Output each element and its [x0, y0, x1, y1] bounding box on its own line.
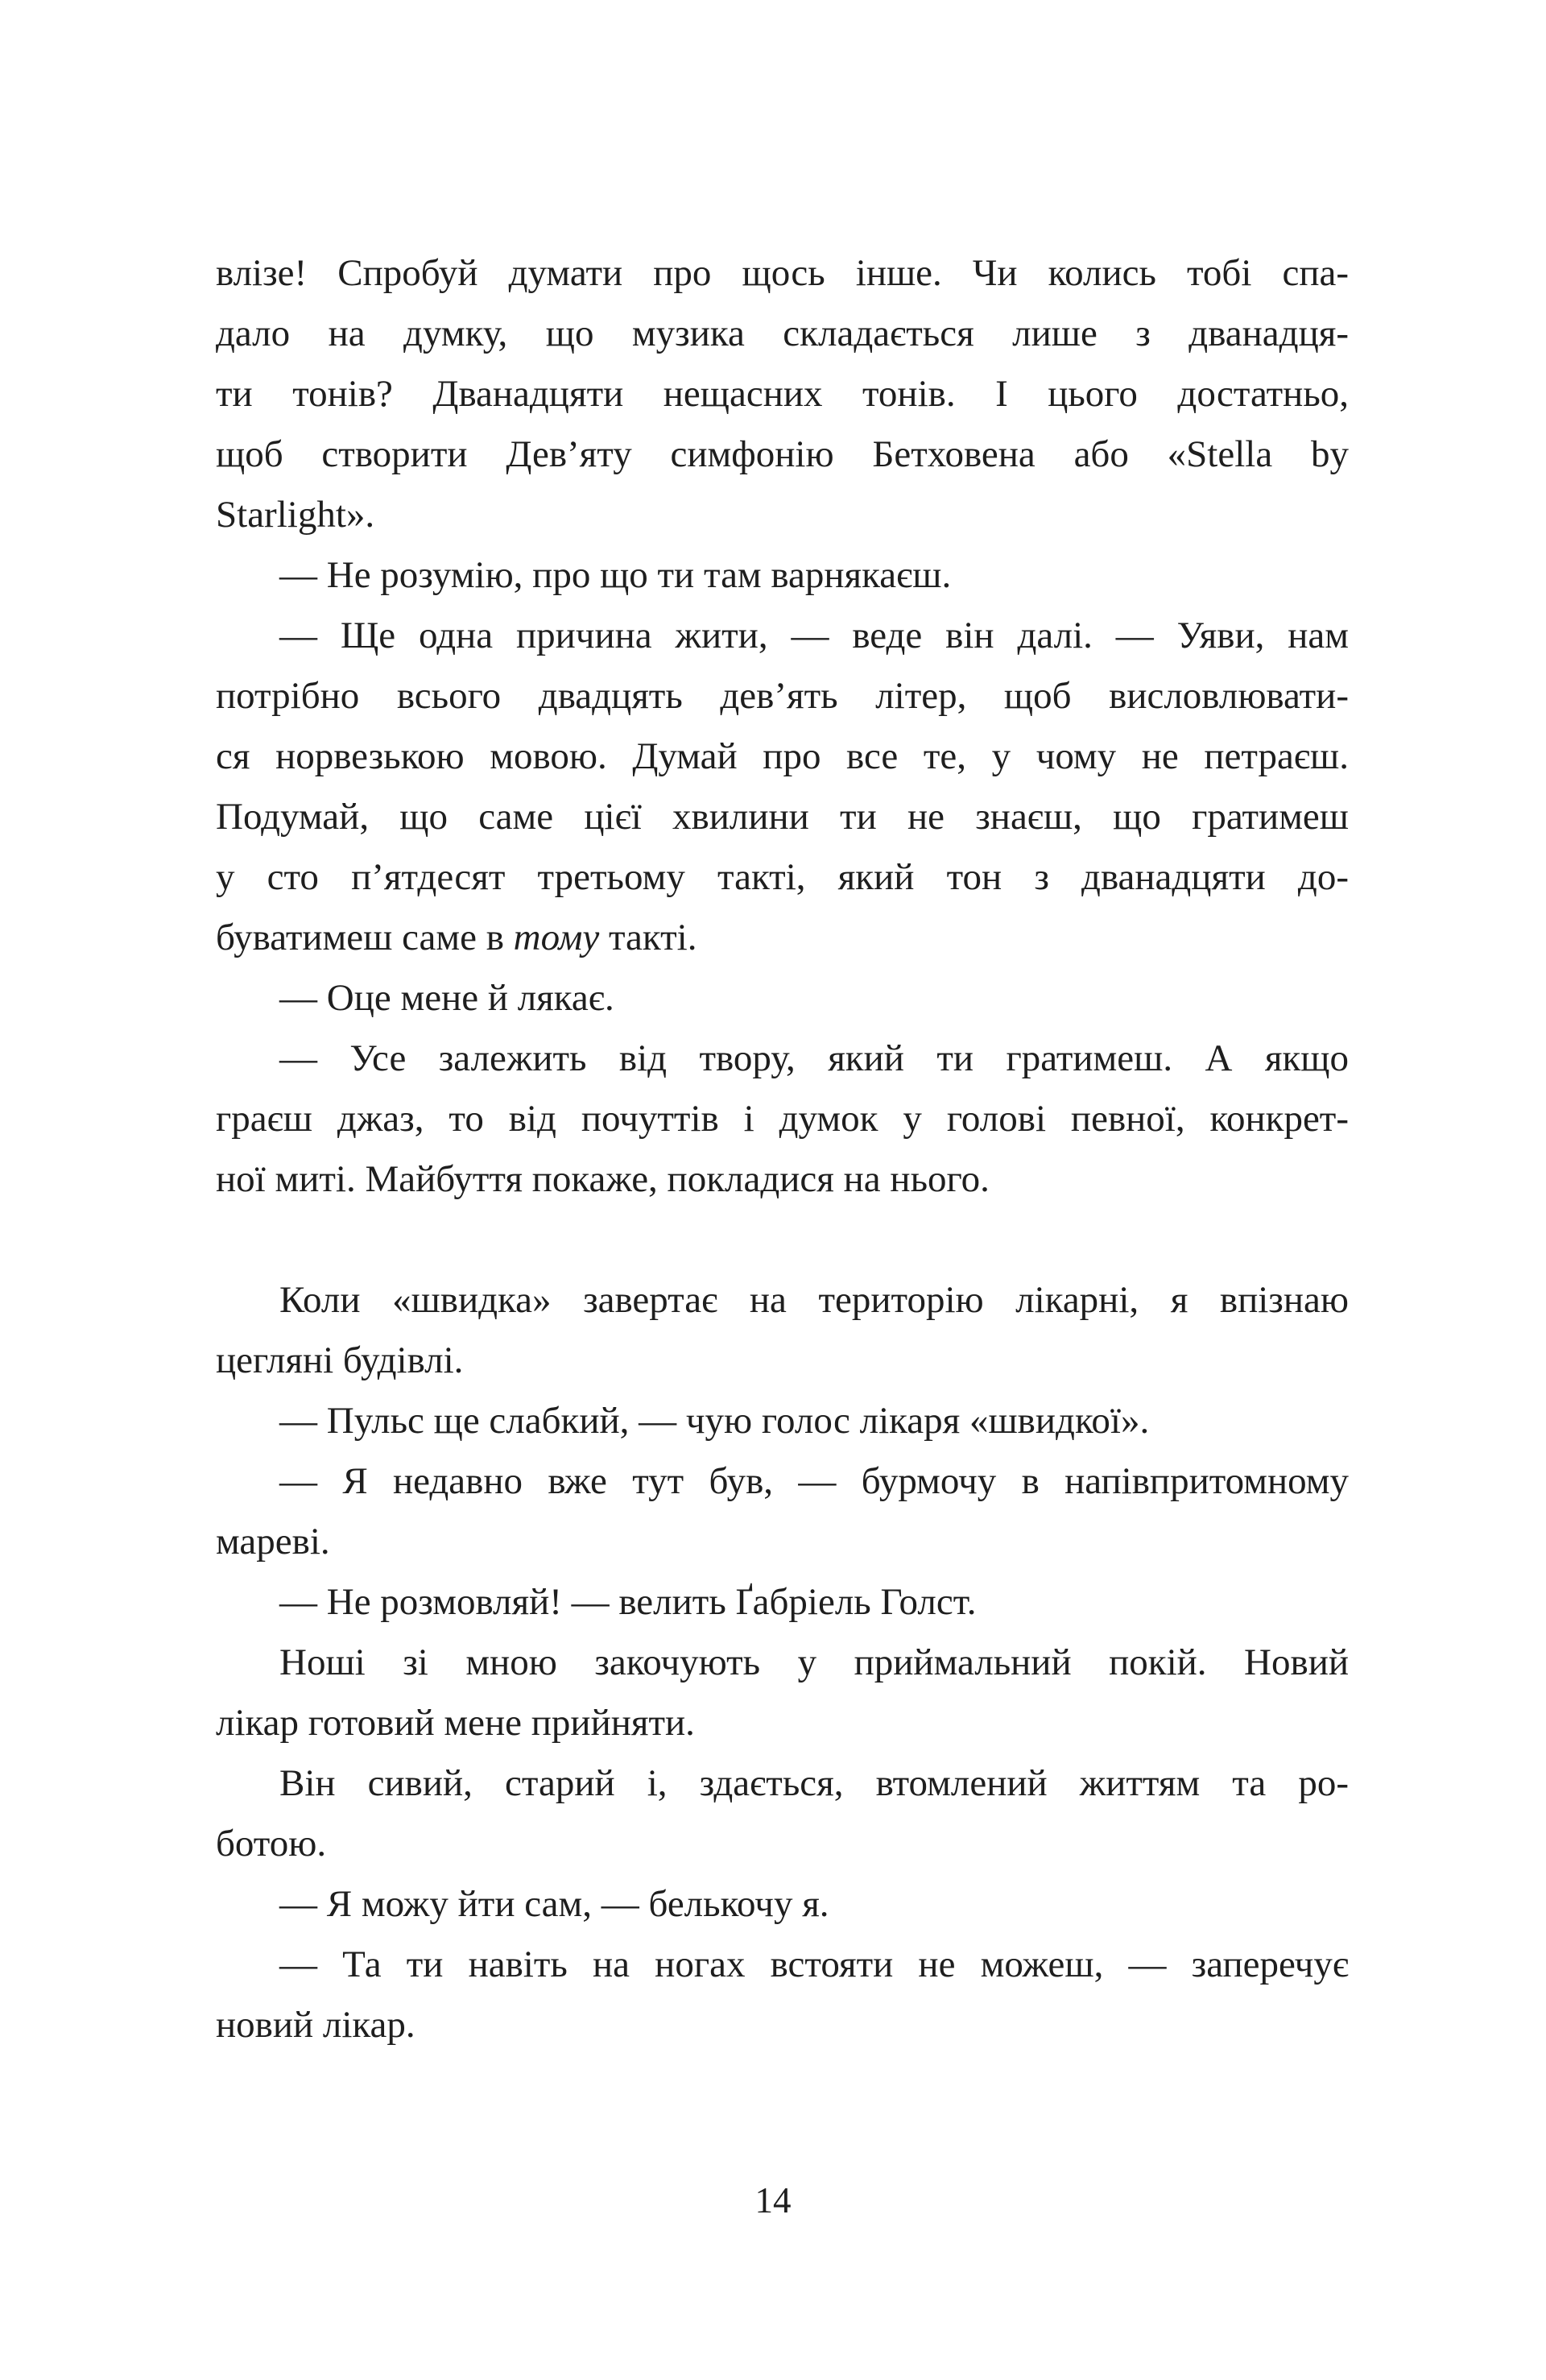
text-line — [216, 908, 1349, 968]
text-line: ної миті. Майбуття покаже, покладися на нього. — [216, 1158, 990, 1200]
text-line: ти тонів? Дванадцяти нещасних тонів. І цього достатньо, — [216, 373, 1349, 415]
italic-emphasis: тому — [513, 917, 600, 958]
text-line: новий лікар. — [216, 2004, 415, 2046]
dialogue-line: — Не розмовляй! — велить Ґабріель Голст. — [279, 1581, 977, 1623]
text-line: мареві. — [216, 1521, 330, 1563]
text-line: дало на думку, що музика складається лише з дванадця- — [216, 313, 1349, 354]
dialogue-line: — Оце мене й лякає. — [279, 977, 614, 1019]
text-line: Він сивий, старий і, здається, втомлений життям та ро- — [279, 1762, 1349, 1804]
text-line: лікар готовий мене прийняти. — [216, 1702, 695, 1744]
text-line: Ноші зі мною закочують у приймальний покій. Новий — [279, 1641, 1349, 1683]
dialogue-line: — Та ти навіть на ногах встояти не можеш, — заперечує — [279, 1943, 1349, 1985]
text-line: влізе! Спробуй думати про щось інше. Чи колись тобі спа- — [216, 252, 1349, 294]
text-line: ботою. — [216, 1823, 327, 1865]
dialogue-line: — Усе залежить від твору, який ти гратимеш. А якщо — [279, 1037, 1349, 1079]
dialogue-line: — Ще одна причина жити, — веде він далі. — Уяви, нам — [279, 615, 1349, 656]
text-line: цегляні будівлі. — [216, 1339, 464, 1381]
text-line: Коли «швидка» завертає на територію лікарні, я впізнаю — [279, 1279, 1349, 1321]
text-line: ся норвезькою мовою. Думай про все те, у чому не петраєш. — [216, 735, 1349, 777]
section-break — [216, 1210, 1349, 1270]
dialogue-line: — Я недавно вже тут був, — бурмочу в напівпритомному — [279, 1460, 1349, 1502]
book-page-text — [216, 243, 1349, 2055]
text-segment: буватимеш саме в — [216, 917, 514, 958]
text-segment: такті. — [599, 917, 697, 958]
text-line: Starlight». — [216, 494, 375, 536]
text-line: граєш джаз, то від почуттів і думок у голові певної, конкрет- — [216, 1098, 1349, 1140]
text-line: щоб створити Дев’яту симфонію Бетховена або «Stella by — [216, 433, 1349, 475]
dialogue-line: — Я можу йти сам, — белькочу я. — [279, 1883, 829, 1925]
dialogue-line: — Пульс ще слабкий, — чую голос лікаря «швидкої». — [279, 1400, 1150, 1442]
text-line: у сто п’ятдесят третьому такті, який тон з дванадцяти до- — [216, 856, 1349, 898]
text-line: потрібно всього двадцять дев’ять літер, щоб висловлювати- — [216, 675, 1349, 717]
text-line: Подумай, що саме цієї хвилини ти не знаєш, що гратимеш — [216, 796, 1349, 838]
dialogue-line: — Не розумію, про що ти там варнякаєш. — [279, 554, 952, 596]
page-number: 14 — [754, 2180, 792, 2221]
